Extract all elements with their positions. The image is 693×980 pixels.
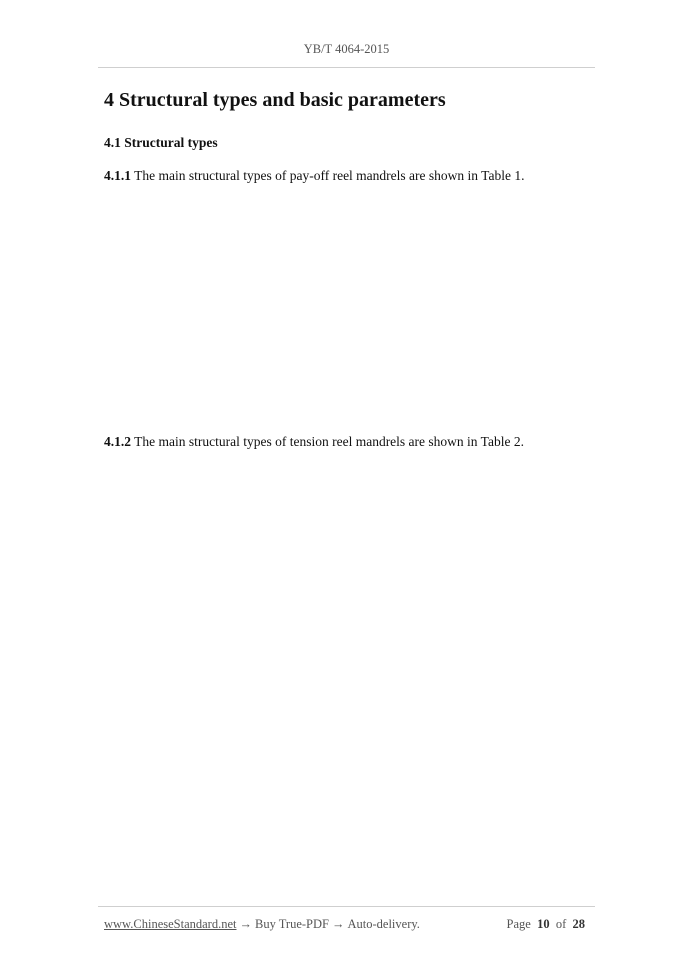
auto-delivery-text: Auto-delivery. [347, 917, 420, 931]
arrow-right-icon: → [239, 917, 252, 931]
page-current: 10 [537, 917, 550, 931]
arrow-right-icon: → [332, 917, 345, 931]
paragraph-4-1-2 [104, 434, 524, 450]
header-divider [98, 67, 595, 68]
paragraph-text: The main structural types of tension reel mandrels are shown in Table 2. [134, 434, 524, 449]
page-header: YB/T 4064-2015 [303, 42, 390, 56]
page-of-label: of [555, 917, 567, 931]
footer-divider [98, 906, 595, 907]
paragraph-number: 4.1.2 [104, 434, 131, 449]
footer-promo [104, 917, 420, 932]
buy-pdf-text: Buy True-PDF [255, 917, 329, 931]
paragraph-text: The main structural types of pay-off reel mandrels are shown in Table 1. [134, 168, 525, 183]
subsection-title: 4.1 Structural types [104, 135, 218, 150]
page-label: Page [506, 917, 531, 931]
paragraph-number: 4.1.1 [104, 168, 131, 183]
paragraph-4-1-1 [104, 168, 524, 184]
section-title: 4 Structural types and basic parameters [104, 89, 446, 111]
website-link[interactable]: www.ChineseStandard.net [104, 917, 237, 931]
page-number [507, 917, 585, 932]
page-total: 28 [572, 917, 585, 931]
